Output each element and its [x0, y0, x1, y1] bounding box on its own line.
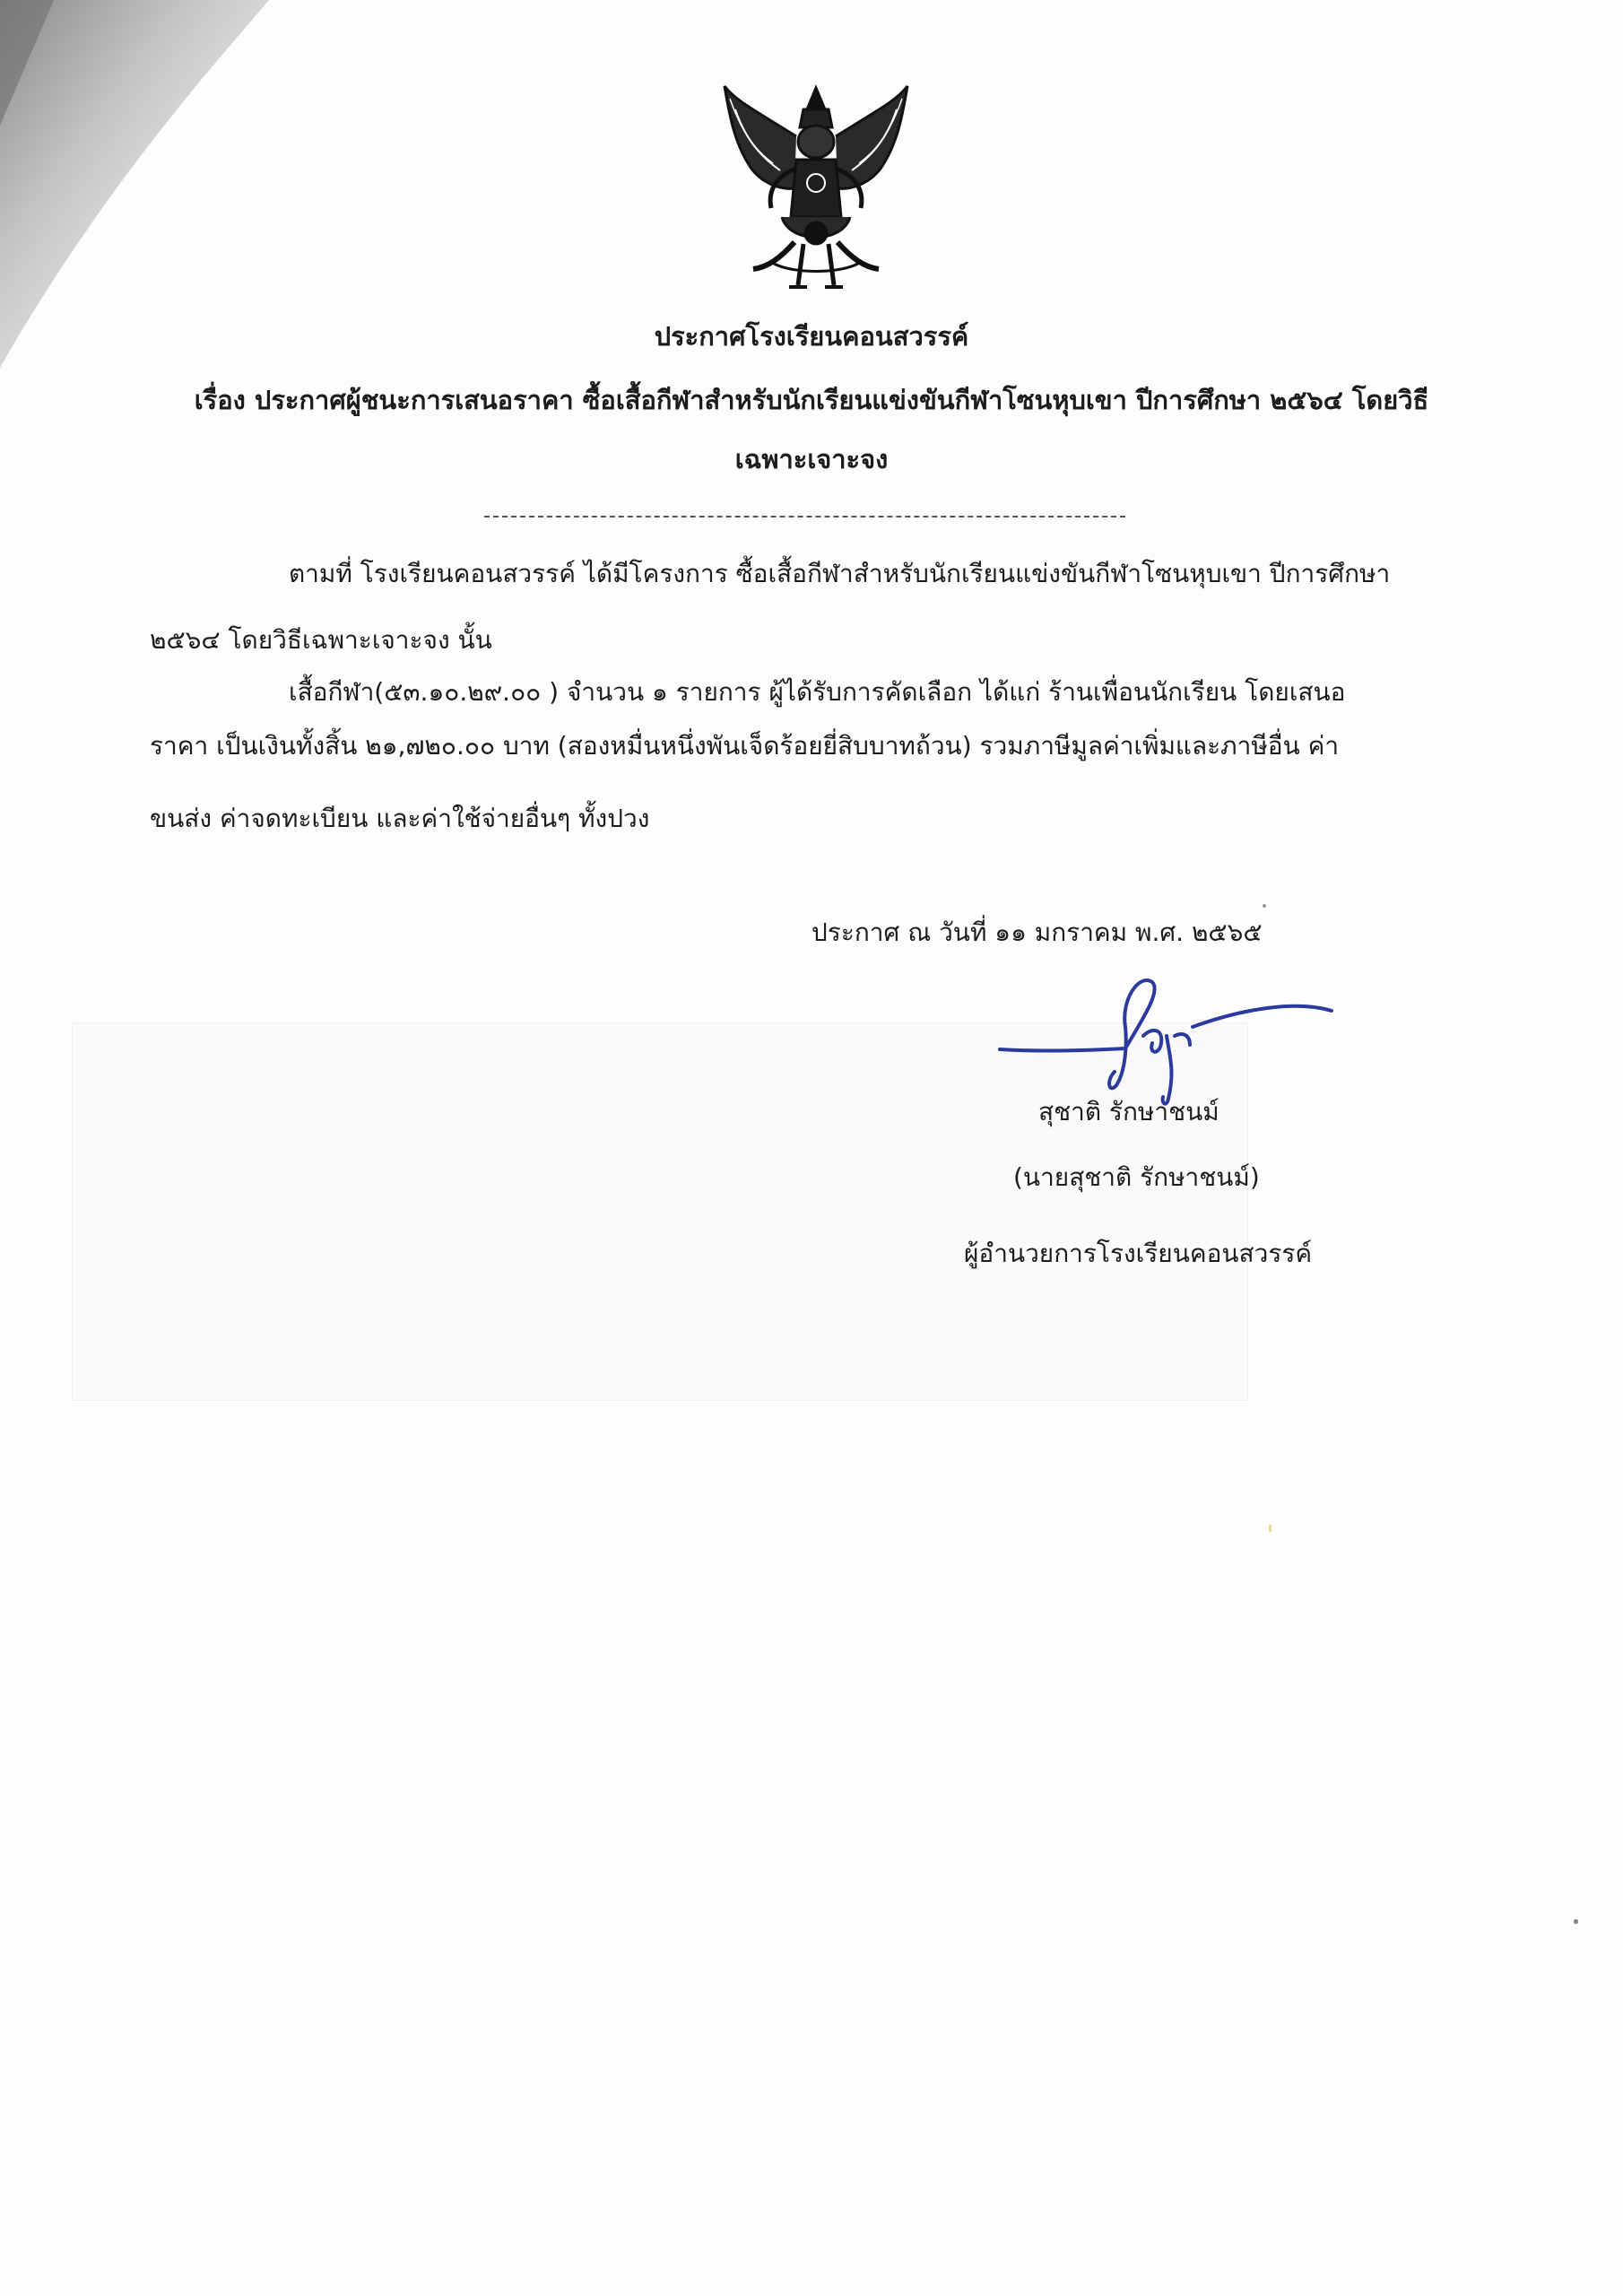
garuda-emblem-icon	[717, 83, 915, 298]
announcement-title: ประกาศโรงเรียนคอนสวรรค์	[654, 321, 969, 352]
subject-line-1: เรื่อง ประกาศผู้ชนะการเสนอราคา ซื้อเสื้อกีฬาสำหรับนักเรียนแข่งขันกีฬาโซนหุบเขา ปีการศึกษา ๒๕๖๔ โดยวิธี	[194, 385, 1429, 415]
subject-line-2: เฉพาะเจาะจง	[734, 444, 889, 474]
scan-speck	[1263, 904, 1266, 908]
signatory-position: ผู้อำนวยการโรงเรียนคอนสวรรค์	[964, 1239, 1313, 1268]
paragraph-2-line-2: ราคา เป็นเงินทั้งสิ้น ๒๑,๗๒๐.๐๐ บาท (สองหมื่นหนึ่งพันเจ็ดร้อยยี่สิบบาทถ้วน) รวมภาษีมูลค่าเพิ่มและภาษีอื่น ค่า	[150, 731, 1340, 761]
scan-speck	[1574, 1919, 1578, 1924]
divider-line	[484, 516, 1125, 517]
paragraph-2-line-3: ขนส่ง ค่าจดทะเบียน และค่าใช้จ่ายอื่นๆ ทั้งปวง	[150, 804, 650, 833]
signatory-name: สุชาติ รักษาชนม์	[1038, 1097, 1219, 1126]
handwritten-signature-icon	[991, 973, 1350, 1108]
paragraph-1-line-2: ๒๕๖๔ โดยวิธีเฉพาะเจาะจง นั้น	[150, 625, 492, 655]
scan-speck	[1269, 1525, 1271, 1532]
announce-date: ประกาศ ณ วันที่ ๑๑ มกราคม พ.ศ. ๒๕๖๕	[812, 918, 1263, 947]
signatory-name-parenthesized: (นายสุชาติ รักษาชนม์)	[1013, 1162, 1260, 1192]
paragraph-1-line-1: ตามที่ โรงเรียนคอนสวรรค์ ได้มีโครงการ ซื้อเสื้อกีฬาสำหรับนักเรียนแข่งขันกีฬาโซนหุบเขา ปีการศึกษา	[289, 559, 1391, 588]
paragraph-2-line-1: เสื้อกีฬา(๕๓.๑๐.๒๙.๐๐ ) จำนวน ๑ รายการ ผู้ได้รับการคัดเลือก ได้แก่ ร้านเพื่อนนักเรียน โดยเสนอ	[289, 677, 1346, 707]
